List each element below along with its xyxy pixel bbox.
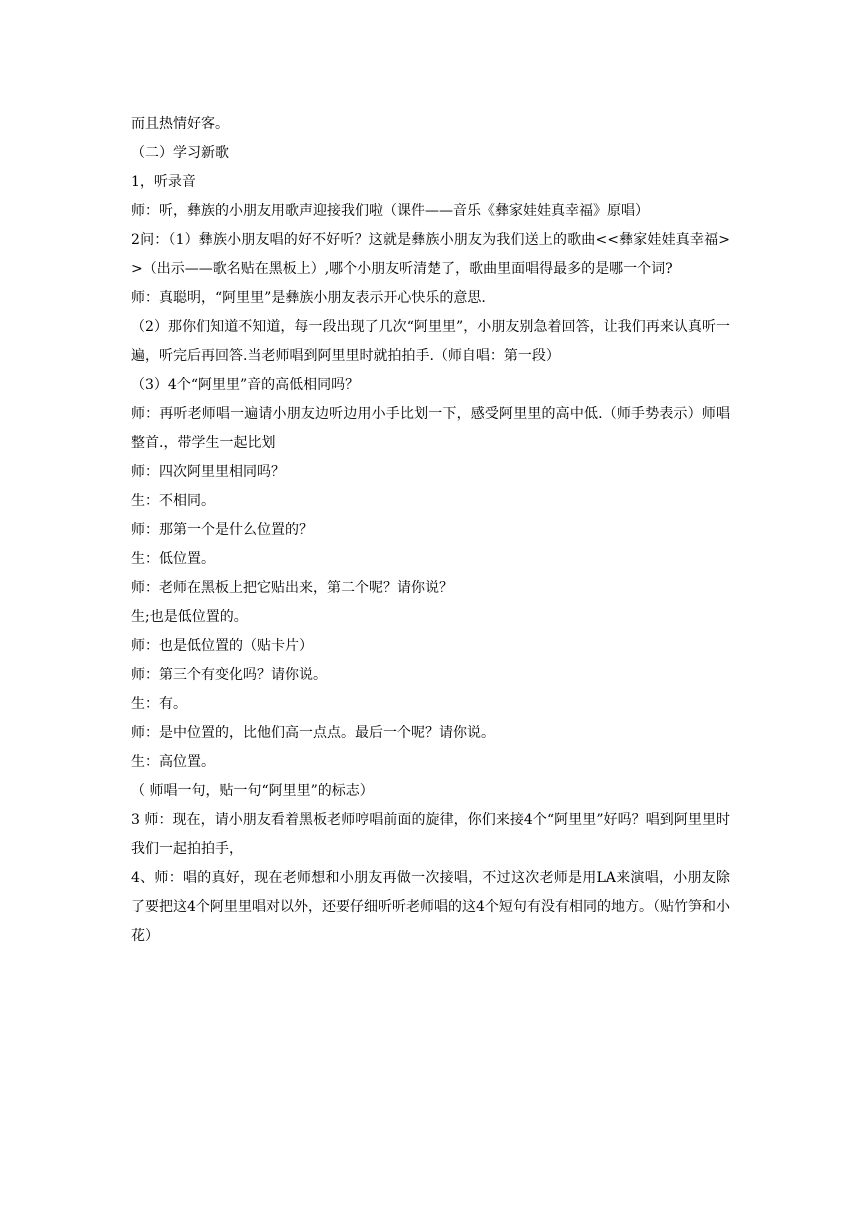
- dialogue-line: 生：低位置。: [131, 551, 215, 567]
- paragraph: （ 师唱一句，贴一句“阿里里”的标志）: [131, 783, 374, 799]
- paragraph: （2）那你们知道不知道，每一段出现了几次“阿里里”，小朋友别急着回答，让我们再来认真听一遍，听完后再回答.当老师唱到阿里里时就拍拍手.（师自唱：第一段）: [131, 319, 730, 364]
- dialogue-line: 师：是中位置的，比他们高一点点。最后一个呢？请你说。: [131, 725, 495, 741]
- paragraph: 3 师：现在，请小朋友看着黑板老师哼唱前面的旋律，你们来接4个“阿里里”好吗？唱到阿里里时我们一起拍拍手，: [131, 812, 730, 857]
- dialogue-line: 生;也是低位置的。: [131, 609, 248, 625]
- dialogue-line: 师：那第一个是什么位置的？: [131, 522, 313, 538]
- paragraph: 2问：（1）彝族小朋友唱的好不好听？这就是彝族小朋友为我们送上的歌曲<<彝家娃娃真幸福>>（出示——歌名贴在黑板上）,哪个小朋友听清楚了，歌曲里面唱得最多的是哪一个词?: [131, 232, 730, 277]
- dialogue-line: 生：有。: [131, 696, 187, 712]
- paragraph: 师：真聪明，“阿里里”是彝族小朋友表示开心快乐的意思.: [131, 290, 486, 306]
- paragraph: 4、师：唱的真好，现在老师想和小朋友再做一次接唱，不过这次老师是用LA来演唱，小朋友除了要把这4个阿里里唱对以外，还要仔细听听老师唱的这4个短句有没有相同的地方。（贴竹笋和小花）: [131, 870, 730, 944]
- paragraph: 而且热情好客。: [131, 116, 229, 132]
- dialogue-line: 师：老师在黑板上把它贴出来，第二个呢？请你说？: [131, 580, 453, 596]
- paragraph: （3）4个“阿里里”音的高低相同吗？: [131, 377, 360, 393]
- paragraph: 师：再听老师唱一遍请小朋友边听边用小手比划一下，感受阿里里的高中低.（师手势表示）师唱整首.，带学生一起比划: [131, 406, 730, 451]
- dialogue-line: 师：四次阿里里相同吗？: [131, 464, 285, 480]
- document-body: [131, 110, 730, 951]
- paragraph: 师：听，彝族的小朋友用歌声迎接我们啦（课件——音乐《彝家娃娃真幸福》原唱）: [131, 203, 649, 219]
- section-heading: （二）学习新歌: [131, 145, 229, 161]
- dialogue-line: 师：第三个有变化吗？请你说。: [131, 667, 327, 683]
- dialogue-line: 师：也是低位置的（贴卡片）: [131, 638, 313, 654]
- step-heading: 1，听录音: [131, 174, 196, 190]
- dialogue-line: 生：不相同。: [131, 493, 215, 509]
- dialogue-line: 生：高位置。: [131, 754, 215, 770]
